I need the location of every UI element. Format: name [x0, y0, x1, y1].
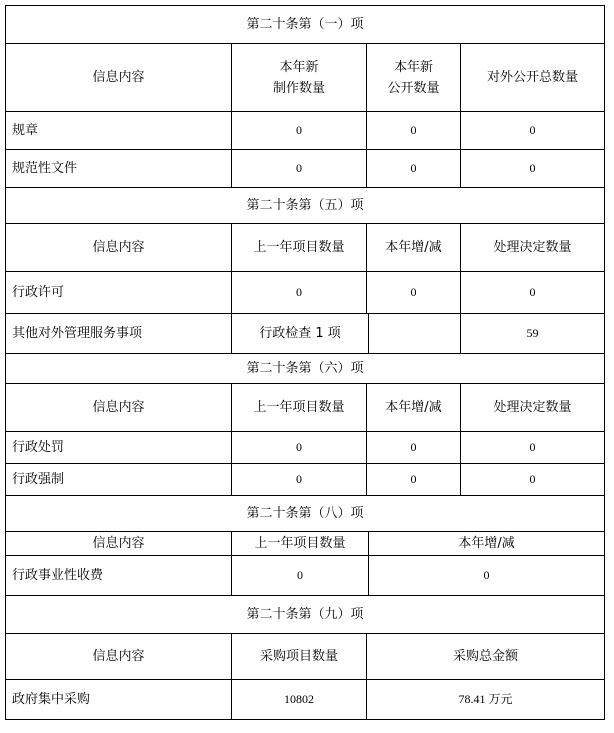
- section-title-row: [6, 354, 605, 384]
- cell-value: 0: [232, 556, 369, 596]
- header-total-published: 对外公开总数量: [461, 44, 605, 112]
- section-title-row: [6, 496, 605, 532]
- row-label: 行政事业性收费: [6, 556, 232, 596]
- header-purchase-amount: 采购总金额: [367, 634, 605, 680]
- header-new-published-line2: 公开数量: [387, 80, 440, 96]
- row-label: 规范性文件: [6, 150, 232, 188]
- section-title: 第二十条第（六）项: [6, 354, 605, 384]
- row-label: 行政强制: [6, 464, 232, 496]
- header-info-content: 信息内容: [6, 634, 232, 680]
- cell-value: 0: [461, 112, 605, 150]
- table-row: [6, 680, 605, 720]
- row-label: 行政处罚: [6, 432, 232, 464]
- table-row: [6, 314, 605, 354]
- header-decision-count: 处理决定数量: [461, 224, 605, 272]
- cell-value: 0: [232, 464, 367, 496]
- row-label: 行政许可: [6, 272, 232, 314]
- header-row: [6, 634, 605, 680]
- section-title-row: [6, 188, 605, 224]
- header-info-content: 信息内容: [6, 384, 232, 432]
- header-info-content: 信息内容: [6, 224, 232, 272]
- cell-value: 0: [367, 272, 461, 314]
- header-purchase-count: 采购项目数量: [232, 634, 367, 680]
- header-prev-year-count: 上一年项目数量: [232, 532, 369, 556]
- cell-value: 0: [369, 556, 605, 596]
- cell-value: 0: [367, 150, 461, 188]
- header-new-made-line2: 制作数量: [272, 80, 325, 96]
- table-row: [6, 272, 605, 314]
- header-new-published: [367, 44, 461, 112]
- cell-value: 0: [232, 150, 367, 188]
- cell-value: [369, 314, 461, 354]
- header-info-content: 信息内容: [6, 532, 232, 556]
- cell-value: 0: [461, 432, 605, 464]
- section-title: 第二十条第（一）项: [6, 6, 605, 44]
- cell-value: 59: [461, 314, 605, 354]
- row-label: 规章: [6, 112, 232, 150]
- header-row: [6, 384, 605, 432]
- header-change: 本年增/减: [367, 384, 461, 432]
- table-row: [6, 150, 605, 188]
- cell-value: 0: [367, 464, 461, 496]
- cell-value: 0: [367, 112, 461, 150]
- header-prev-year-count: 上一年项目数量: [232, 384, 367, 432]
- header-change: 本年增/减: [367, 224, 461, 272]
- section-title: 第二十条第（五）项: [6, 188, 605, 224]
- cell-value: 行政检查 1 项: [232, 314, 369, 354]
- cell-value: 10802: [232, 680, 367, 720]
- header-new-made: [232, 44, 367, 112]
- header-new-made-line1: 本年新: [279, 59, 319, 75]
- cell-value: 0: [461, 464, 605, 496]
- cell-value: 78.41 万元: [367, 680, 605, 720]
- header-row: [6, 532, 605, 556]
- disclosure-table: [5, 5, 605, 720]
- section-title-row: [6, 596, 605, 634]
- row-label: 其他对外管理服务事项: [6, 314, 232, 354]
- header-row: [6, 44, 605, 112]
- header-info-content: 信息内容: [6, 44, 232, 112]
- section-title: 第二十条第（九）项: [6, 596, 605, 634]
- cell-value: 0: [232, 112, 367, 150]
- header-prev-year-count: 上一年项目数量: [232, 224, 367, 272]
- header-change: 本年增/减: [369, 532, 605, 556]
- header-decision-count: 处理决定数量: [461, 384, 605, 432]
- header-new-published-line1: 本年新: [393, 59, 433, 75]
- section-title: 第二十条第（八）项: [6, 496, 605, 532]
- table-row: [6, 464, 605, 496]
- header-row: [6, 224, 605, 272]
- table-row: [6, 556, 605, 596]
- row-label: 政府集中采购: [6, 680, 232, 720]
- cell-value: 0: [367, 432, 461, 464]
- table-row: [6, 112, 605, 150]
- table-row: [6, 432, 605, 464]
- cell-value: 0: [461, 272, 605, 314]
- cell-value: 0: [232, 272, 367, 314]
- section-title-row: [6, 6, 605, 44]
- cell-value: 0: [461, 150, 605, 188]
- cell-value: 0: [232, 432, 367, 464]
